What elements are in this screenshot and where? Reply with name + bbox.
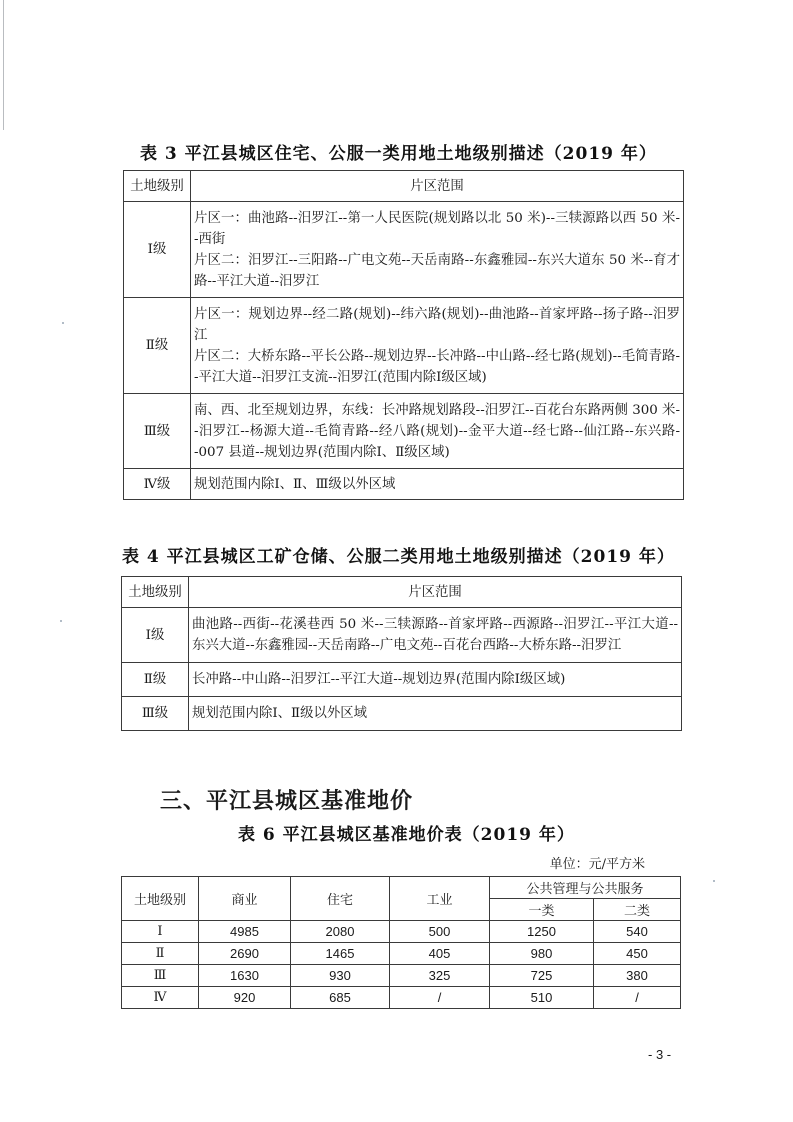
cell-residential: 930 [291,965,390,987]
table-header-row [122,577,682,608]
header-range: 片区范围 [191,171,684,202]
row-range: 片区一：曲池路--汨罗江--第一人民医院(规划路以北 50 米)--三犊源路以西 50 米--西街 片区二：汨罗江--三阳路--广电文苑--天岳南路--东鑫雅园--东兴大道东 50 米--育才路--平江大道--汨罗江 [191,202,684,298]
table-row [124,202,684,298]
table6 [121,876,681,1009]
row-range: 片区一：规划边界--经二路(规划)--纬六路(规划)--曲池路--首家坪路--扬子路--汨罗江 片区二：大桥东路--平长公路--规划边界--长冲路--中山路--经七路(规划)--毛简青路--平江大道--汨罗江支流--汨罗江(范围内除Ⅰ级区域) [191,298,684,394]
scan-speck [62,322,64,324]
cell-public-1: 725 [490,965,594,987]
table-row [122,608,682,663]
page-number: - 3 - [648,1047,672,1062]
header-public-2: 二类 [594,899,681,921]
row-level: Ⅰ级 [122,608,189,663]
header-level: 土地级别 [122,577,189,608]
header-level: 土地级别 [124,171,191,202]
unit-label: 单位：元/平方米 [549,857,645,872]
row-level: Ⅱ级 [124,298,191,394]
cell-public-2: 380 [594,965,681,987]
cell-public-2: 540 [594,921,681,943]
row-level: Ⅰ [122,921,199,943]
table-row [124,394,684,469]
scan-edge [3,0,4,130]
scan-speck [713,880,715,882]
header-level: 土地级别 [122,877,199,921]
cell-commercial: 2690 [199,943,291,965]
row-range: 规划范围内除Ⅰ、Ⅱ、Ⅲ级以外区域 [191,469,684,500]
cell-commercial: 4985 [199,921,291,943]
table3 [123,170,684,500]
cell-commercial: 920 [199,987,291,1009]
row-level: Ⅰ级 [124,202,191,298]
table-row [122,921,681,943]
section-heading: 三、平江县城区基准地价 [160,789,414,814]
row-level: Ⅳ级 [124,469,191,500]
table3-caption: 表 3 平江县城区住宅、公服一类用地土地级别描述（2019 年） [140,144,657,164]
row-level: Ⅱ [122,943,199,965]
table4 [121,576,682,731]
cell-residential: 685 [291,987,390,1009]
cell-public-1: 510 [490,987,594,1009]
row-level: Ⅱ级 [122,663,189,697]
table-row [122,663,682,697]
table-header-row [122,877,681,899]
row-range: 曲池路--西街--花溪巷西 50 米--三犊源路--首家坪路--西源路--汨罗江--平江大道--东兴大道--东鑫雅园--天岳南路--广电文苑--百花台西路--大桥东路--汨罗江 [189,608,682,663]
table-header-row [124,171,684,202]
table4-caption: 表 4 平江县城区工矿仓储、公服二类用地土地级别描述（2019 年） [122,547,675,567]
row-level: Ⅳ [122,987,199,1009]
cell-industrial: 325 [390,965,490,987]
row-level: Ⅲ级 [122,697,189,731]
table6-caption: 表 6 平江县城区基准地价表（2019 年） [238,825,575,845]
table-row [122,943,681,965]
cell-industrial: / [390,987,490,1009]
header-commercial: 商业 [199,877,291,921]
table-row [122,965,681,987]
row-range: 南、西、北至规划边界，东线：长冲路规划路段--汨罗江--百花台东路两侧 300 米--汨罗江--杨源大道--毛简青路--经八路(规划)--金平大道--经七路--仙江路--东兴路--007 县道--规划边界(范围内除Ⅰ、Ⅱ级区域) [191,394,684,469]
cell-residential: 2080 [291,921,390,943]
cell-industrial: 405 [390,943,490,965]
table-row [122,987,681,1009]
row-level: Ⅲ级 [124,394,191,469]
table-row [124,469,684,500]
row-level: Ⅲ [122,965,199,987]
scan-speck [60,620,62,622]
cell-residential: 1465 [291,943,390,965]
header-public-1: 一类 [490,899,594,921]
table-row [124,298,684,394]
cell-public-2: / [594,987,681,1009]
header-residential: 住宅 [291,877,390,921]
cell-public-1: 980 [490,943,594,965]
cell-industrial: 500 [390,921,490,943]
cell-public-2: 450 [594,943,681,965]
table-row [122,697,682,731]
header-range: 片区范围 [189,577,682,608]
cell-commercial: 1630 [199,965,291,987]
row-range: 规划范围内除Ⅰ、Ⅱ级以外区域 [189,697,682,731]
row-range: 长冲路--中山路--汨罗江--平江大道--规划边界(范围内除Ⅰ级区域) [189,663,682,697]
cell-public-1: 1250 [490,921,594,943]
header-public: 公共管理与公共服务 [490,877,681,899]
header-industrial: 工业 [390,877,490,921]
